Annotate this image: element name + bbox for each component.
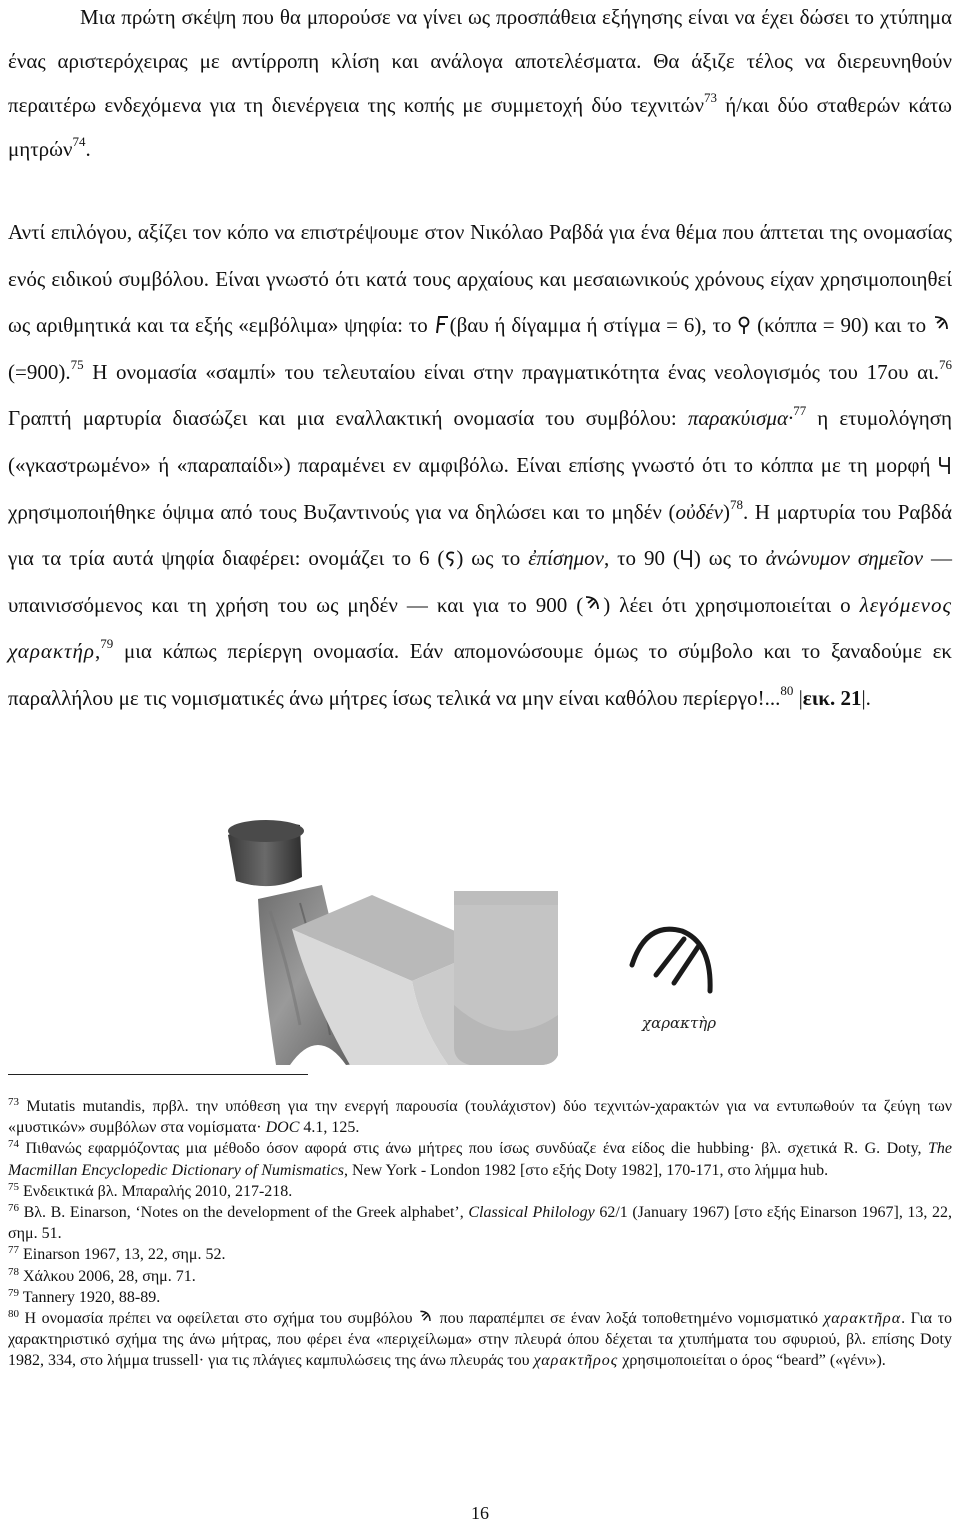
figure-caption: χαρακτὴρ (642, 1014, 717, 1032)
footnote-italic: Classical Philology (468, 1204, 595, 1222)
footnote-ref-78[interactable]: 78 (729, 496, 743, 512)
footnote-ref-74[interactable]: 74 (72, 134, 86, 149)
footnote-text: 4.1, 125. (299, 1119, 360, 1137)
text-run: ) ως το (693, 546, 766, 571)
footnote-text: Tannery 1920, 88-89. (19, 1288, 161, 1306)
footnotes (8, 1096, 952, 1372)
text-run: Γραπτή μαρτυρία διασώζει και μια εναλλακτική ονομασία του συμβόλου: (8, 406, 688, 431)
footnote-number: 74 (8, 1138, 19, 1151)
footnote-text: Χάλκου 2006, 28, σημ. 71. (19, 1267, 196, 1285)
text-run: . (85, 137, 91, 161)
text-run: η ετυμολόγηση («γκαστρωμένο» ή «παραπαίδι») παραμένει εν αμφιβόλω. Είναι επίσης γνωστό ότι το κόππα με τη μορφή (8, 406, 952, 477)
figure-21 (0, 815, 960, 1065)
text-run: μια κάπως περίεργη ονομασία. Εάν απομονώσουμε όμως το σύμβολο και το ξαναδούμε εκ παραλλήλου με τις νομισματικές άνω μήτρες ίσως τελικά να μην είναι καθόλου περίεργο!... (8, 639, 952, 710)
footnote-ref-75[interactable]: 75 (70, 356, 84, 372)
paragraph-1 (8, 0, 952, 171)
footnote-text: χρησιμοποιείται ο όρος “beard” («γένι»). (618, 1352, 886, 1370)
text-run: — υπαινισσόμενος και τη χρήση του ως μηδέν — και για το 900 ( (8, 546, 953, 617)
text-run: χρησιμοποιήθηκε όψιμα από τους Βυζαντινούς για να δηλώσει και το μηδέν ( (8, 499, 676, 524)
text-run: (=900). (8, 359, 71, 384)
text-run: ) λέει ότι χρησιμοποιείται ο (603, 592, 860, 617)
footnote-number: 80 (8, 1308, 19, 1321)
text-run: (κόππα = 90) και το (751, 313, 932, 338)
paragraph-2 (8, 209, 952, 722)
text-run: . Η μαρτυρία του Ραβδά για τα τρία αυτά ψηφία διαφέρει: ονομάζει το 6 ( (8, 499, 953, 571)
footnote-text: 62/1 (January 1967) [στο εξής Einarson 1967], 13, 22, σημ. 51. (8, 1204, 953, 1243)
footnote-77 (8, 1244, 952, 1265)
footnote-text: Mutatis mutandis, πρβλ. την υπόθεση για την ενεργή παρουσία (τουλάχιστον) δύο τεχνιτών-χαρακτών για να εντυπωθούν τα ζεύγη των «μυστικών» συμβόλων στα νομίσματα· (8, 1098, 952, 1137)
footnote-text: Η ονομασία πρέπει να οφείλεται στο σχήμα του συμβόλου (19, 1310, 419, 1328)
footnote-74 (8, 1138, 952, 1180)
footnote-number: 75 (8, 1180, 19, 1193)
sampi-symbol-icon (583, 593, 603, 615)
figure-reference[interactable]: εικ. 21 (802, 685, 862, 710)
die-silhouette-2 (454, 891, 558, 1065)
footnote-ref-73[interactable]: 73 (703, 90, 717, 105)
footnote-78 (8, 1266, 952, 1287)
text-run: |. (861, 685, 871, 710)
sampi-symbol-icon (418, 1308, 434, 1326)
footnote-separator (8, 1074, 308, 1075)
text-run: , (95, 639, 101, 664)
text-run: | (793, 685, 803, 710)
footnote-ref-77[interactable]: 77 (793, 403, 807, 419)
page-number: 16 (471, 1503, 489, 1523)
italic-term: ἀνώνυμον σημεῖον (765, 546, 924, 571)
stigma-small-symbol-icon (444, 548, 456, 568)
text-run: ή/και δύο σταθερών κάτω μητρών (8, 93, 952, 161)
footnote-number: 76 (8, 1202, 19, 1215)
footnote-italic: The Macmillan Encyclopedic Dictionary of Numismatics (8, 1140, 952, 1179)
italic-term: παρακύισμα· (687, 406, 794, 431)
koppa-symbol-icon (737, 315, 751, 335)
byzantine-koppa-symbol-icon (938, 455, 952, 475)
italic-term: οὐδέν (675, 499, 723, 524)
footnote-text: Βλ. B. Einarson, ‘Notes on the development of the Greek alphabet’, (19, 1204, 469, 1222)
text-run: Η ονομασία «σαμπί» του τελευταίου είναι στην πραγματικότητα ένας νεολογισμός του 17ου αι. (83, 359, 939, 384)
footnote-text: , New York - London 1982 [στο εξής Doty 1982], 170-171, στο λήμμα hub. (343, 1161, 829, 1179)
text-run: , το 90 ( (603, 546, 680, 571)
footnote-76 (8, 1202, 952, 1244)
italic-term: ἐπίσημον (528, 546, 604, 571)
footnote-text: Ενδεικτικά βλ. Μπαραλής 2010, 217-218. (19, 1182, 293, 1200)
footnote-number: 73 (8, 1096, 19, 1108)
footnote-italic: χαρακτῆρος (533, 1352, 619, 1370)
footnote-italic: DOC (265, 1119, 300, 1137)
footnote-number: 78 (8, 1265, 19, 1278)
footnote-text: που παραπέμπει σε έναν λοξά τοποθετημένο νομισματικό (434, 1310, 824, 1328)
italic-term: λεγόμενος χαρακτήρ (8, 592, 952, 664)
footnote-text: . Για το χαρακτηριστικό σχήμα της άνω μήτρας, που φέρει ένα «περιχείλωμα» στην πλευρά όπου δέχεται τα χτυπήματα του σφυριού, βλ. επίσης Doty 1982, 334, στο λήμμα trussell· για τις πλάγιες καμπυλώσεις της άνω πλευράς του (8, 1310, 952, 1370)
text-run: Μια πρώτη σκέψη που θα μπορούσε να γίνει ως προσπάθεια εξήγησης είναι να έχει δώσει το χτύπημα ένας αριστερόχειρας με αντίρροπη κλίση και ανάλογα αποτελέσματα. Θα άξιζε τέλος να διερευνηθούν περαιτέρω ενδεχόμενα για τη διενέργεια της κοπής με συμμετοχή δύο τεχνιτών (8, 5, 952, 117)
footnote-75 (8, 1181, 952, 1202)
footnote-text: Einarson 1967, 13, 22, σημ. 52. (19, 1246, 226, 1264)
sampi-symbol-icon (932, 313, 952, 335)
footnote-80 (8, 1308, 952, 1372)
stigma-symbol-icon (434, 315, 450, 335)
footnote-ref-80[interactable]: 80 (780, 682, 794, 698)
footnote-ref-76[interactable]: 76 (939, 356, 952, 372)
text-run: ) ως το (456, 546, 529, 571)
text-run: Αντί επιλόγου, αξίζει τον κόπο να επιστρέψουμε στον Νικόλαο Ραβδά για ένα θέμα που άπτεται της ονομασίας ενός ειδικού συμβόλου. Είναι γνωστό ότι κατά τους αρχαίους και μεσαιωνικούς χρόνους είχαν χρησιμοποιηθεί ως αριθμητικά και τα εξής «εμβόλιμα» ψηφία: το (8, 220, 952, 338)
footnote-73 (8, 1096, 952, 1138)
text-run: ) (722, 499, 730, 524)
die-comparison-illustration (0, 815, 960, 1065)
sampi-large-symbol-icon (632, 929, 710, 991)
footnote-text: Πιθανώς εφαρμόζοντας μια μέθοδο όσον αφορά στις άνω μήτρες που ίσως συνδύαζε ένα είδος die hubbing· βλ. σχετικά R. G. Doty, (19, 1140, 928, 1158)
text-run: (βαυ ή δίγαμμα ή στίγμα = 6), το (449, 313, 738, 338)
footnote-number: 79 (8, 1286, 19, 1299)
footnote-ref-79[interactable]: 79 (100, 636, 114, 652)
footnote-79 (8, 1287, 952, 1308)
footnote-italic: χαρακτῆρα (823, 1310, 902, 1328)
footnote-number: 77 (8, 1244, 19, 1257)
byzantine-koppa-symbol-icon (680, 548, 694, 568)
